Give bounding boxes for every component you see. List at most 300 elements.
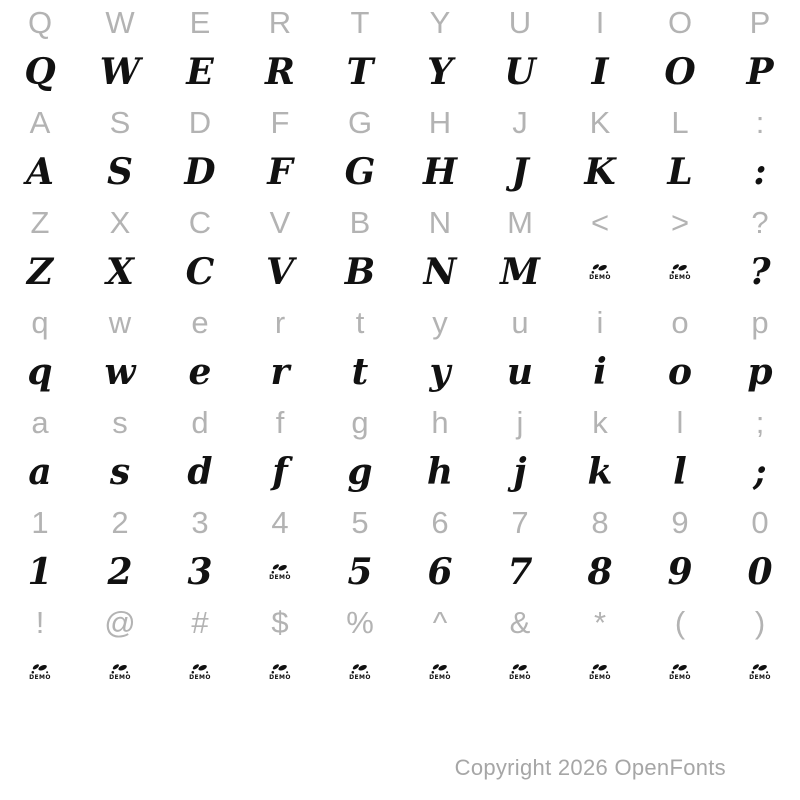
glyph-cell [80, 550, 160, 600]
demo-font-glyph: O [664, 51, 696, 93]
demo-font-glyph: g [347, 451, 373, 493]
glyph-cell [720, 350, 800, 400]
reference-glyph: h [431, 404, 449, 440]
glyph-cell [240, 400, 320, 450]
glyph-cell [80, 600, 160, 650]
glyph-cell [480, 350, 560, 400]
reference-glyph: H [428, 104, 452, 140]
char-row-4-reference [0, 200, 800, 250]
demo-font-glyph: L [667, 151, 693, 193]
demo-font-glyph: 0 [747, 551, 773, 593]
glyph-cell [160, 300, 240, 350]
demo-font-glyph: Y [427, 51, 453, 93]
glyph-cell [480, 500, 560, 550]
glyph-cell [480, 0, 560, 50]
demo-placeholder-label: DEMO [349, 674, 371, 681]
reference-glyph: O [667, 4, 693, 40]
demo-font-glyph: a [28, 451, 52, 493]
char-row-9-demo-bold [0, 450, 800, 500]
demo-placeholder-label: DEMO [29, 674, 51, 681]
char-row-6-reference [0, 300, 800, 350]
glyph-cell [480, 100, 560, 150]
glyph-cell [0, 550, 80, 600]
reference-glyph: K [589, 104, 611, 140]
demo-font-glyph: K [584, 151, 616, 193]
demo-font-glyph: o [667, 351, 692, 393]
char-row-0-reference [0, 0, 800, 50]
reference-glyph: y [432, 304, 448, 340]
demo-font-glyph: l [673, 451, 687, 493]
demo-font-glyph: T [346, 51, 374, 93]
demo-placeholder-label: DEMO [429, 674, 451, 681]
glyph-cell [240, 500, 320, 550]
demo-font-glyph: 6 [427, 551, 453, 593]
glyph-cell [560, 350, 640, 400]
glyph-cell [80, 50, 160, 100]
reference-glyph: r [274, 304, 286, 340]
demo-font-glyph: d [187, 451, 213, 493]
reference-glyph: % [346, 604, 374, 640]
glyph-cell [160, 250, 240, 300]
reference-glyph: 0 [751, 504, 769, 540]
reference-glyph: V [269, 204, 291, 240]
glyph-cell [720, 250, 800, 300]
glyph-cell [720, 500, 800, 550]
glyph-cell [320, 350, 400, 400]
demo-font-glyph: 3 [187, 551, 213, 593]
reference-glyph: 7 [511, 504, 529, 540]
glyph-cell [560, 100, 640, 150]
demo-placeholder-label: DEMO [269, 574, 291, 581]
reference-glyph: R [268, 4, 292, 40]
reference-glyph: N [428, 204, 452, 240]
reference-glyph: F [270, 104, 290, 140]
demo-font-glyph: R [265, 51, 295, 93]
glyph-cell [560, 650, 640, 700]
demo-font-glyph: S [107, 151, 133, 193]
reference-glyph: & [509, 604, 531, 640]
char-row-1-demo-bold [0, 50, 800, 100]
demo-font-glyph: : [753, 151, 767, 193]
char-row-2-reference [0, 100, 800, 150]
char-row-11-demo-bold [0, 550, 800, 600]
glyph-cell [0, 650, 80, 700]
glyph-cell [720, 300, 800, 350]
glyph-cell [640, 650, 720, 700]
reference-glyph: e [191, 304, 209, 340]
demo-font-glyph: D [184, 151, 216, 193]
reference-glyph: G [347, 104, 373, 140]
glyph-cell [160, 400, 240, 450]
char-row-12-reference [0, 600, 800, 650]
glyph-cell [240, 50, 320, 100]
splat-ornament-icon [271, 663, 289, 674]
demo-placeholder-glyph [349, 663, 371, 681]
demo-placeholder-glyph [669, 663, 691, 681]
reference-glyph: I [595, 4, 605, 40]
glyph-cell [160, 600, 240, 650]
glyph-cell [160, 50, 240, 100]
reference-glyph: # [191, 604, 209, 640]
glyph-cell [160, 500, 240, 550]
glyph-cell [560, 200, 640, 250]
reference-glyph: X [109, 204, 131, 240]
glyph-cell [320, 550, 400, 600]
glyph-cell [320, 450, 400, 500]
glyph-cell [320, 200, 400, 250]
demo-font-glyph: h [426, 451, 454, 493]
glyph-cell [560, 150, 640, 200]
demo-placeholder-glyph [29, 663, 51, 681]
demo-font-glyph: k [587, 451, 613, 493]
glyph-cell [480, 150, 560, 200]
reference-glyph: L [671, 104, 689, 140]
glyph-cell [640, 450, 720, 500]
glyph-cell [400, 50, 480, 100]
splat-ornament-icon [591, 663, 609, 674]
glyph-cell [480, 250, 560, 300]
glyph-cell [160, 0, 240, 50]
reference-glyph: 6 [431, 504, 449, 540]
demo-font-glyph: ; [753, 451, 767, 493]
splat-ornament-icon [351, 663, 369, 674]
glyph-cell [480, 300, 560, 350]
demo-font-glyph: B [344, 251, 376, 293]
char-row-8-reference [0, 400, 800, 450]
reference-glyph: M [507, 204, 533, 240]
glyph-cell [640, 550, 720, 600]
demo-font-glyph: e [188, 351, 212, 393]
glyph-cell [80, 250, 160, 300]
glyph-cell [80, 400, 160, 450]
demo-font-glyph: 7 [507, 551, 533, 593]
glyph-cell [240, 650, 320, 700]
reference-glyph: C [188, 204, 212, 240]
glyph-cell [80, 300, 160, 350]
glyph-cell [480, 650, 560, 700]
glyph-cell [80, 500, 160, 550]
reference-glyph: * [593, 604, 607, 640]
demo-font-glyph: G [344, 151, 376, 193]
splat-ornament-icon [271, 563, 289, 574]
reference-glyph: s [112, 404, 128, 440]
glyph-cell [80, 350, 160, 400]
splat-ornament-icon [31, 663, 49, 674]
glyph-cell [0, 400, 80, 450]
glyph-cell [640, 0, 720, 50]
splat-ornament-icon [751, 663, 769, 674]
demo-placeholder-label: DEMO [109, 674, 131, 681]
glyph-cell [720, 450, 800, 500]
glyph-cell [240, 200, 320, 250]
reference-glyph: q [31, 304, 49, 340]
glyph-cell [320, 300, 400, 350]
glyph-cell [400, 500, 480, 550]
reference-glyph: B [349, 204, 371, 240]
reference-glyph: o [671, 304, 689, 340]
glyph-cell [480, 550, 560, 600]
char-row-3-demo-bold [0, 150, 800, 200]
demo-font-glyph: p [747, 351, 773, 393]
demo-font-glyph: 5 [347, 551, 373, 593]
demo-font-glyph: 1 [27, 551, 53, 593]
glyph-cell [0, 600, 80, 650]
demo-font-glyph: U [504, 51, 536, 93]
reference-glyph: 5 [351, 504, 369, 540]
glyph-cell [240, 600, 320, 650]
splat-ornament-icon [671, 263, 689, 274]
reference-glyph: 8 [591, 504, 609, 540]
glyph-cell [640, 100, 720, 150]
demo-font-glyph: r [270, 351, 290, 393]
glyph-cell [640, 600, 720, 650]
reference-glyph: A [29, 104, 51, 140]
glyph-cell [0, 300, 80, 350]
glyph-cell [400, 550, 480, 600]
reference-glyph: 9 [671, 504, 689, 540]
glyph-cell [560, 550, 640, 600]
demo-font-glyph: q [27, 351, 53, 393]
reference-glyph: w [108, 304, 132, 340]
glyph-cell [640, 200, 720, 250]
glyph-cell [400, 450, 480, 500]
glyph-cell [560, 500, 640, 550]
glyph-cell [320, 650, 400, 700]
splat-ornament-icon [511, 663, 529, 674]
reference-glyph: i [596, 304, 604, 340]
splat-ornament-icon [431, 663, 449, 674]
glyph-cell [720, 600, 800, 650]
glyph-cell [400, 0, 480, 50]
reference-glyph: T [350, 4, 370, 40]
glyph-cell [160, 550, 240, 600]
reference-glyph: a [31, 404, 49, 440]
glyph-cell [400, 200, 480, 250]
demo-placeholder-label: DEMO [589, 274, 611, 281]
glyph-cell [0, 350, 80, 400]
demo-placeholder-label: DEMO [189, 674, 211, 681]
glyph-cell [640, 150, 720, 200]
glyph-cell [560, 400, 640, 450]
glyph-cell [560, 250, 640, 300]
reference-glyph: : [755, 104, 765, 140]
reference-glyph: k [592, 404, 608, 440]
reference-glyph: ( [674, 604, 686, 640]
demo-placeholder-glyph [269, 663, 291, 681]
char-row-13-demo-bold [0, 650, 800, 700]
glyph-cell [640, 400, 720, 450]
splat-ornament-icon [671, 663, 689, 674]
glyph-cell [320, 0, 400, 50]
demo-font-glyph: w [104, 351, 136, 393]
reference-glyph: ; [755, 404, 765, 440]
glyph-cell [640, 350, 720, 400]
glyph-cell [80, 200, 160, 250]
glyph-cell [240, 300, 320, 350]
glyph-cell [0, 50, 80, 100]
glyph-cell [320, 100, 400, 150]
glyph-cell [560, 600, 640, 650]
reference-glyph: W [105, 4, 135, 40]
reference-glyph: $ [271, 604, 289, 640]
glyph-cell [0, 450, 80, 500]
glyph-cell [720, 200, 800, 250]
reference-glyph: < [590, 204, 610, 240]
demo-placeholder-label: DEMO [509, 674, 531, 681]
glyph-cell [400, 150, 480, 200]
reference-glyph: P [749, 4, 771, 40]
glyph-cell [400, 600, 480, 650]
demo-font-glyph: 9 [667, 551, 693, 593]
demo-font-glyph: I [591, 51, 609, 93]
reference-glyph: g [351, 404, 369, 440]
reference-glyph: E [189, 4, 211, 40]
glyph-cell [640, 300, 720, 350]
reference-glyph: j [516, 404, 524, 440]
demo-placeholder-glyph [269, 563, 291, 581]
glyph-cell [480, 600, 560, 650]
glyph-cell [720, 650, 800, 700]
reference-glyph: ) [754, 604, 766, 640]
glyph-cell [320, 50, 400, 100]
glyph-cell [160, 350, 240, 400]
demo-placeholder-label: DEMO [669, 674, 691, 681]
reference-glyph: ! [35, 604, 45, 640]
demo-font-glyph: u [506, 351, 534, 393]
glyph-cell [720, 100, 800, 150]
glyph-cell [80, 450, 160, 500]
demo-font-glyph: ? [749, 251, 771, 293]
demo-font-glyph: f [272, 451, 288, 493]
glyph-cell [400, 650, 480, 700]
demo-font-glyph: Q [24, 51, 56, 93]
glyph-cell [80, 150, 160, 200]
glyph-cell [720, 0, 800, 50]
glyph-cell [240, 100, 320, 150]
glyph-cell [240, 0, 320, 50]
demo-placeholder-glyph [669, 263, 691, 281]
reference-glyph: f [275, 404, 285, 440]
glyph-cell [80, 0, 160, 50]
glyph-cell [320, 600, 400, 650]
splat-ornament-icon [191, 663, 209, 674]
glyph-cell [80, 650, 160, 700]
glyph-cell [160, 100, 240, 150]
glyph-cell [320, 400, 400, 450]
glyph-cell [240, 350, 320, 400]
demo-font-glyph: j [513, 451, 527, 493]
reference-glyph: U [508, 4, 532, 40]
demo-font-glyph: y [429, 351, 451, 393]
glyph-cell [560, 450, 640, 500]
reference-glyph: ? [751, 204, 769, 240]
demo-placeholder-glyph [509, 663, 531, 681]
glyph-cell [640, 250, 720, 300]
reference-glyph: 2 [111, 504, 129, 540]
reference-glyph: > [670, 204, 690, 240]
glyph-cell [160, 200, 240, 250]
reference-glyph: t [355, 304, 365, 340]
glyph-cell [720, 550, 800, 600]
demo-placeholder-label: DEMO [669, 274, 691, 281]
reference-glyph: d [191, 404, 209, 440]
glyph-cell [0, 150, 80, 200]
char-row-5-demo-bold [0, 250, 800, 300]
glyph-cell [480, 450, 560, 500]
reference-glyph: S [109, 104, 131, 140]
glyph-cell [160, 450, 240, 500]
glyph-cell [400, 350, 480, 400]
demo-font-glyph: J [511, 151, 529, 193]
glyph-cell [560, 300, 640, 350]
glyph-cell [240, 450, 320, 500]
glyph-cell [320, 250, 400, 300]
glyph-cell [400, 300, 480, 350]
demo-placeholder-glyph [589, 663, 611, 681]
char-row-7-demo-bold [0, 350, 800, 400]
demo-font-glyph: W [99, 51, 141, 93]
glyph-cell [560, 0, 640, 50]
reference-glyph: 3 [191, 504, 209, 540]
glyph-cell [720, 150, 800, 200]
reference-glyph: Y [429, 4, 451, 40]
demo-font-glyph: P [746, 51, 774, 93]
demo-font-glyph: Z [26, 251, 54, 293]
glyph-cell [0, 500, 80, 550]
reference-glyph: p [751, 304, 769, 340]
reference-glyph: @ [104, 604, 136, 640]
glyph-cell [240, 150, 320, 200]
reference-glyph: ^ [432, 604, 448, 640]
copyright-text: Copyright 2026 OpenFonts [454, 755, 726, 780]
reference-glyph: Z [30, 204, 50, 240]
char-row-10-reference [0, 500, 800, 550]
reference-glyph: D [188, 104, 212, 140]
demo-font-glyph: H [422, 151, 457, 193]
demo-font-glyph: s [109, 451, 131, 493]
demo-font-glyph: i [593, 351, 607, 393]
demo-font-glyph: 8 [587, 551, 613, 593]
demo-font-glyph: F [267, 151, 293, 193]
reference-glyph: u [511, 304, 529, 340]
demo-font-glyph: X [106, 251, 134, 293]
demo-placeholder-glyph [589, 263, 611, 281]
glyph-cell [160, 650, 240, 700]
glyph-cell [720, 400, 800, 450]
reference-glyph: l [676, 404, 684, 440]
demo-font-glyph: t [351, 351, 369, 393]
glyph-cell [0, 0, 80, 50]
glyph-cell [160, 150, 240, 200]
glyph-cell [720, 50, 800, 100]
demo-placeholder-glyph [749, 663, 771, 681]
reference-glyph: J [512, 104, 528, 140]
demo-font-glyph: 2 [107, 551, 133, 593]
demo-placeholder-label: DEMO [749, 674, 771, 681]
glyph-cell [400, 400, 480, 450]
demo-font-glyph: C [185, 251, 215, 293]
glyph-cell [0, 100, 80, 150]
reference-glyph: 1 [31, 504, 49, 540]
demo-font-glyph: M [500, 251, 540, 293]
demo-font-glyph: E [186, 51, 214, 93]
glyph-cell [480, 400, 560, 450]
glyph-cell [480, 200, 560, 250]
glyph-cell [400, 250, 480, 300]
glyph-cell [320, 500, 400, 550]
demo-font-glyph: N [423, 251, 457, 293]
demo-placeholder-label: DEMO [269, 674, 291, 681]
